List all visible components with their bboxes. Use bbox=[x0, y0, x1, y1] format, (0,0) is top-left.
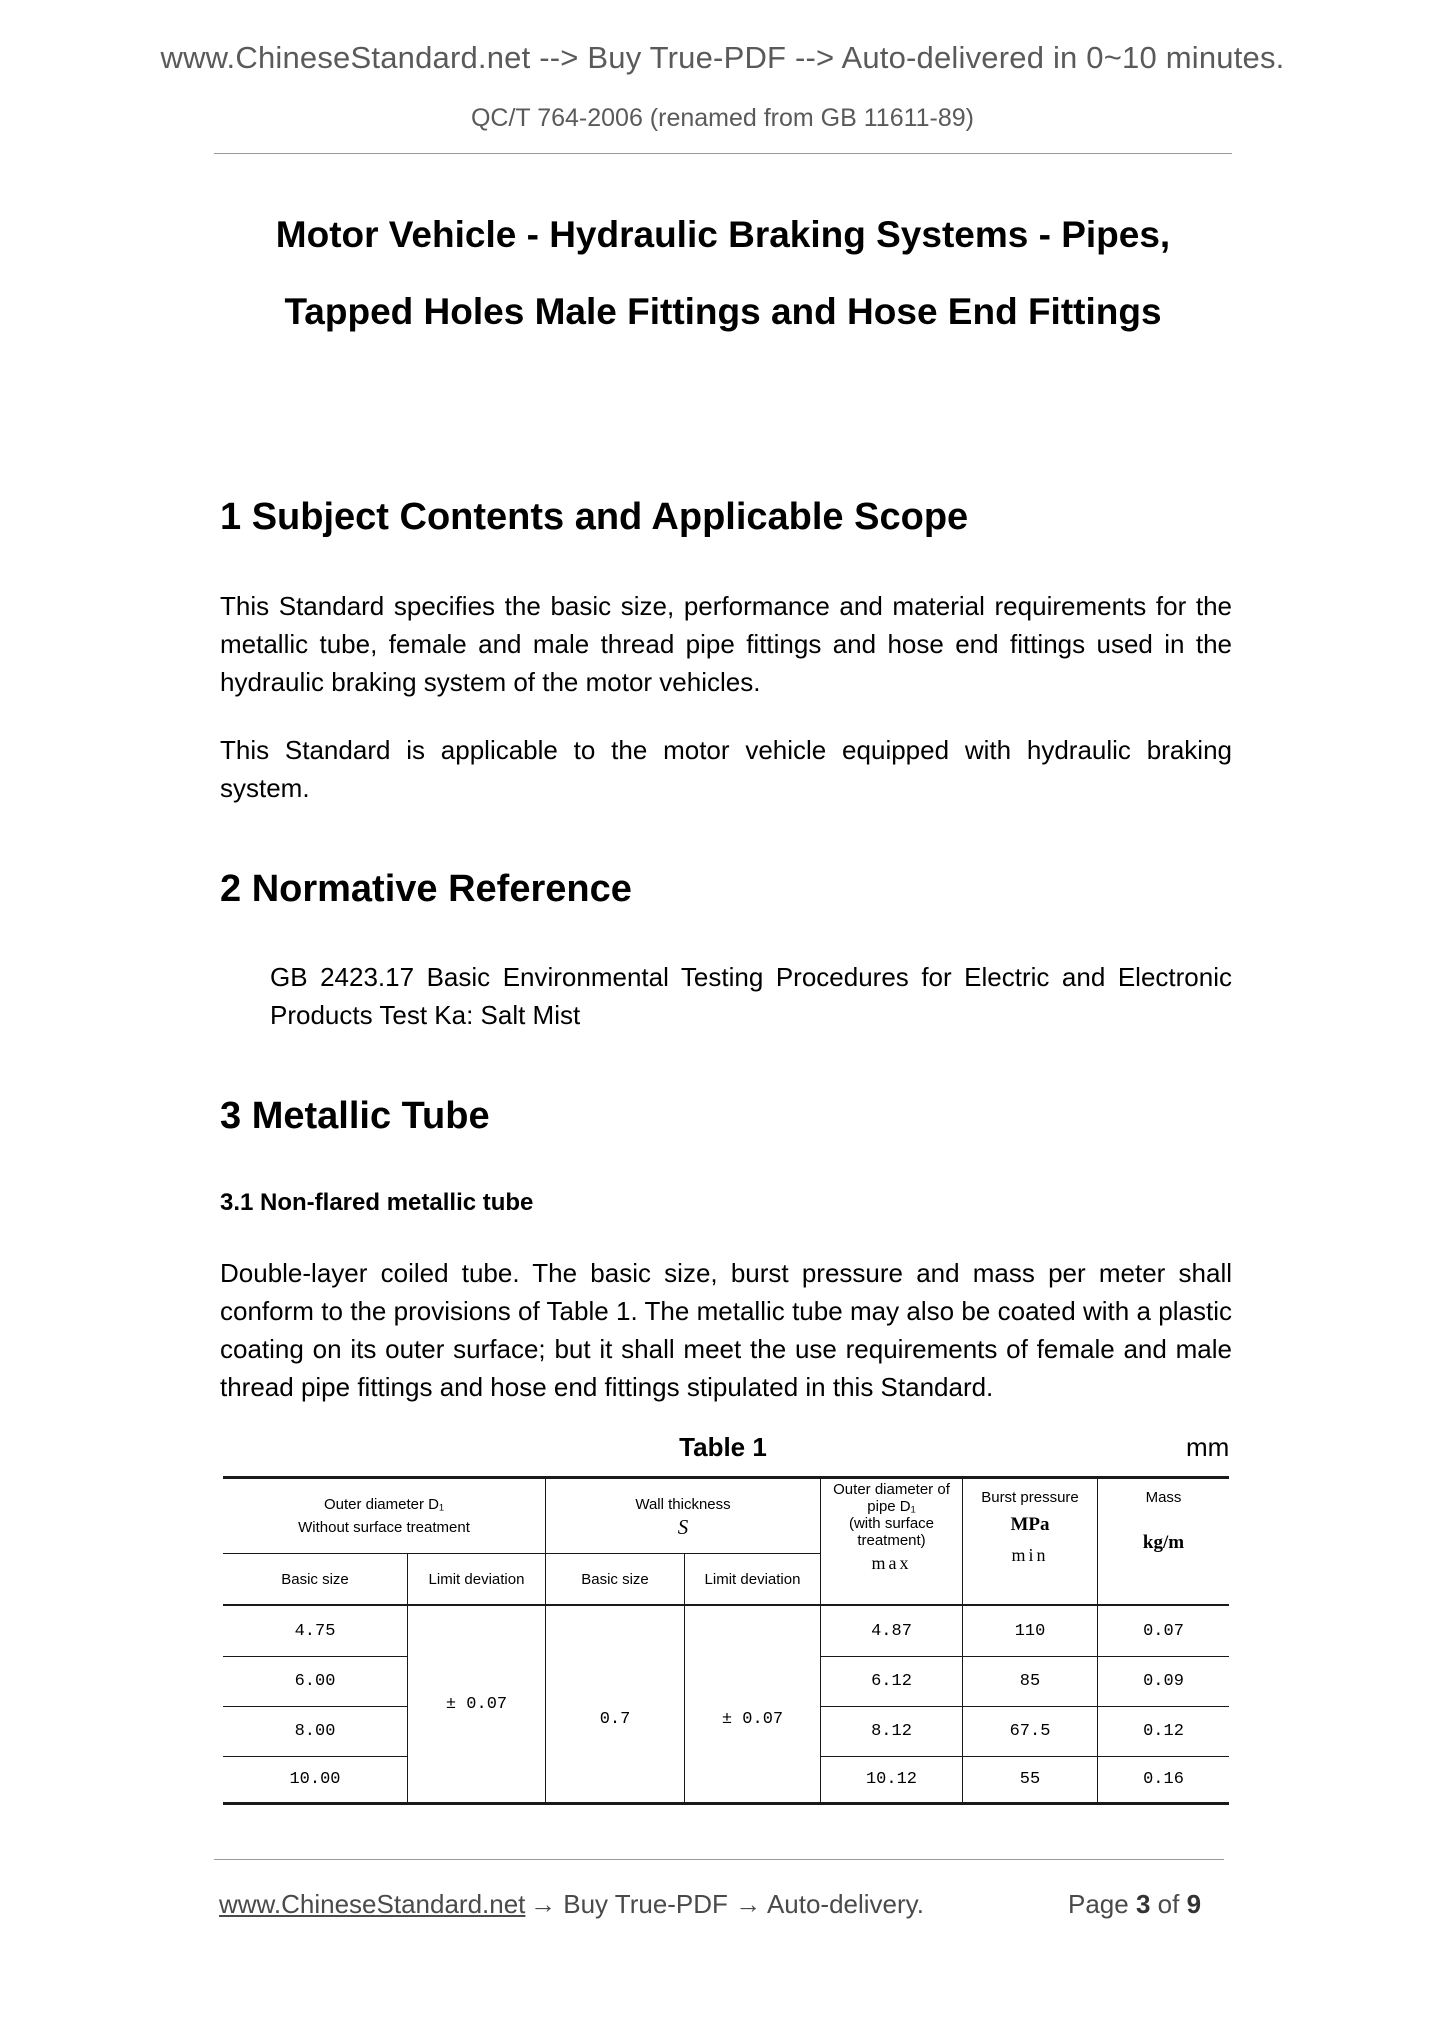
wall-basic-size: 0.7 bbox=[599, 1709, 631, 1729]
table-cell-basic-size: 8.00 bbox=[294, 1722, 336, 1741]
normative-reference-item: GB 2423.17 Basic Environmental Testing Procedures for Electric and Electronic Products Test Ka: Salt Mist bbox=[270, 962, 1232, 1030]
header-wall-thickness bbox=[546, 1479, 820, 1553]
table-cell-burst: 55 bbox=[1019, 1770, 1041, 1789]
od-limit-deviation: ± 0.07 bbox=[445, 1694, 508, 1714]
header-outer-pipe-line-3: (with surface bbox=[848, 1515, 935, 1532]
table-cell-basic-size: 6.00 bbox=[294, 1672, 336, 1691]
header-outer-diameter-line-2: Without surface treatment bbox=[298, 1519, 470, 1536]
header-outer-diameter bbox=[223, 1479, 545, 1553]
header-outer-pipe-line-4: treatment) bbox=[857, 1532, 926, 1549]
page-current: 3 bbox=[1135, 1889, 1151, 1919]
page-of: of bbox=[1157, 1889, 1180, 1919]
header-outer-diameter-line-1: Outer diameter D₁ bbox=[323, 1496, 445, 1513]
table-cell-basic-size: 4.75 bbox=[294, 1621, 336, 1641]
table-cell-max-od: 4.87 bbox=[871, 1621, 912, 1641]
page-label: Page bbox=[1068, 1889, 1129, 1919]
footer-divider bbox=[214, 1859, 1224, 1860]
header-outer-pipe-line-2: pipe D₁ bbox=[867, 1498, 916, 1515]
header-wall-thickness-label: Wall thickness bbox=[635, 1496, 731, 1513]
section-3-1-heading: 3.1 Non-flared metallic tube bbox=[220, 1189, 534, 1216]
table-cell-mass: 0.12 bbox=[1143, 1722, 1184, 1741]
table-cell-max-od: 10.12 bbox=[865, 1770, 917, 1789]
table-1-title: Table 1 bbox=[679, 1432, 767, 1462]
header-mass-label: Mass bbox=[1145, 1489, 1182, 1506]
standard-id: QC/T 764-2006 (renamed from GB 11611-89) bbox=[470, 104, 975, 132]
table-cell-burst: 67.5 bbox=[1009, 1722, 1051, 1741]
document-title-line-2: Tapped Holes Male Fittings and Hose End Fittings bbox=[284, 291, 1162, 332]
header-outer-pipe-diameter bbox=[821, 1479, 962, 1604]
table-cell-max-od: 6.12 bbox=[871, 1672, 912, 1691]
header-burst-pressure bbox=[963, 1479, 1097, 1604]
table-cell-mass: 0.09 bbox=[1143, 1672, 1184, 1691]
header-mass-unit: kg/m bbox=[1142, 1532, 1185, 1553]
header-wall-limit-deviation: Limit deviation bbox=[704, 1570, 801, 1588]
header-outer-pipe-line-1: Outer diameter of bbox=[833, 1481, 950, 1498]
header-basic-size: Basic size bbox=[281, 1570, 349, 1588]
header-outer-pipe-max: max bbox=[871, 1553, 912, 1573]
table-cell-max-od: 8.12 bbox=[871, 1722, 912, 1741]
footer-site-link[interactable]: www.ChineseStandard.net bbox=[219, 1889, 526, 1919]
header-burst-pressure-label: Burst pressure bbox=[981, 1489, 1079, 1506]
table-1 bbox=[223, 1476, 1229, 1804]
section-1-paragraph-2: This Standard is applicable to the motor vehicle equipped with hydraulic braking system. bbox=[220, 735, 1232, 803]
page-total: 9 bbox=[1186, 1889, 1202, 1919]
section-3-1-paragraph: Double-layer coiled tube. The basic size, burst pressure and mass per meter shall conform to the provisions of Table 1. The metallic tube may also be coated with a plastic coating on its outer surface; but it shall meet the use requirements of female and male thread pipe fittings and hose end fittings stipulated in this Standard. bbox=[220, 1258, 1232, 1402]
table-cell-basic-size: 10.00 bbox=[289, 1770, 341, 1789]
table-cell-mass: 0.07 bbox=[1143, 1621, 1184, 1641]
section-3-heading: 3 Metallic Tube bbox=[220, 1095, 490, 1137]
table-cell-mass: 0.16 bbox=[1143, 1770, 1184, 1789]
footer-delivery-text: → Buy True-PDF → Auto-delivery. bbox=[530, 1889, 924, 1919]
header-limit-deviation: Limit deviation bbox=[428, 1570, 525, 1588]
header-burst-unit: MPa bbox=[1010, 1514, 1050, 1535]
section-1-heading: 1 Subject Contents and Applicable Scope bbox=[220, 496, 969, 538]
header-mass bbox=[1098, 1479, 1229, 1604]
table-cell-burst: 85 bbox=[1019, 1672, 1041, 1691]
header-wall-basic-size: Basic size bbox=[581, 1570, 649, 1588]
document-title-line-1: Motor Vehicle - Hydraulic Braking Systems - Pipes, bbox=[275, 214, 1171, 255]
table-1-unit: mm bbox=[1186, 1432, 1230, 1462]
header-banner: www.ChineseStandard.net --> Buy True-PDF --> Auto-delivered in 0~10 minutes. bbox=[160, 40, 1285, 75]
section-1-paragraph-1: This Standard specifies the basic size, performance and material requirements for the metallic tube, female and male thread pipe fittings and hose end fittings used in the hydraulic braking system of the motor vehicles. bbox=[220, 591, 1232, 697]
table-cell-burst: 110 bbox=[1014, 1621, 1046, 1641]
page-indicator bbox=[1068, 1889, 1201, 1920]
header-divider bbox=[214, 153, 1232, 154]
header-wall-symbol: S bbox=[677, 1515, 689, 1539]
section-2-heading: 2 Normative Reference bbox=[220, 868, 632, 910]
table-bottom-rule bbox=[223, 1802, 1229, 1805]
header-burst-min: min bbox=[1011, 1545, 1049, 1565]
wall-limit-deviation: ± 0.07 bbox=[721, 1709, 784, 1729]
